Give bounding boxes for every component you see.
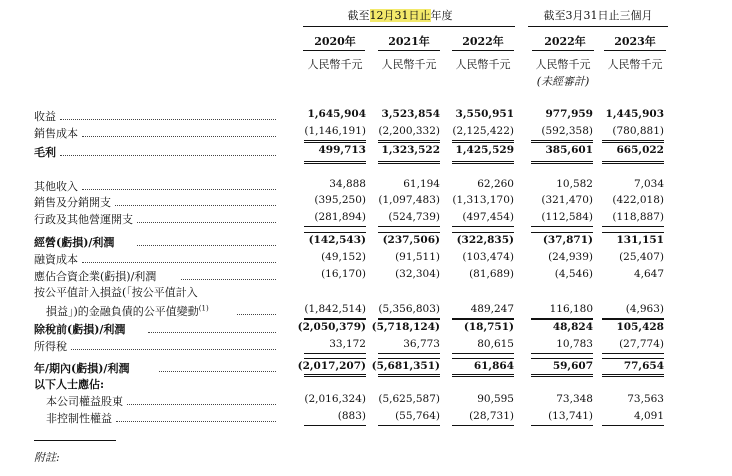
- header-rule-quarter: [528, 26, 668, 27]
- subtotal-rule: [452, 425, 514, 426]
- row-value: (237,506): [382, 234, 440, 246]
- row-value: (91,511): [395, 251, 440, 263]
- row-value: 10,783: [556, 338, 593, 350]
- row-label-text: 毛利: [34, 146, 56, 159]
- row-value: 1,445,903: [605, 108, 664, 120]
- row-value: (497,454): [462, 211, 514, 223]
- row-value: (5,625,587): [378, 393, 440, 405]
- row-value: (81,689): [469, 268, 514, 280]
- row-label-text: 行政及其他營運開支: [34, 213, 133, 226]
- row-label: [46, 410, 112, 426]
- subtotal-rule: [378, 226, 440, 227]
- year-header-1: 2020年: [314, 35, 356, 48]
- header-group-annual-suffix: 年度: [430, 9, 453, 22]
- row-value: 61,194: [403, 178, 440, 190]
- row-value: (395,250): [314, 194, 366, 206]
- total-rule: [378, 374, 440, 375]
- row-label: [34, 268, 156, 284]
- row-label-text: 本公司權益股東: [46, 395, 123, 408]
- subtotal-rule: [378, 140, 440, 141]
- unit-header-5: 人民幣千元: [607, 58, 663, 71]
- subtotal-rule: [304, 142, 366, 143]
- row-label-text: 經營(虧損)/利潤: [34, 236, 115, 249]
- dot-leader: [148, 322, 276, 333]
- row-value: 73,348: [556, 393, 593, 405]
- row-label-line2: [46, 303, 209, 319]
- footnote-divider: [34, 440, 116, 441]
- row-label: [34, 234, 114, 250]
- header-group-annual-prefix: 截至: [347, 9, 370, 22]
- subtotal-rule: [452, 142, 514, 143]
- row-value: (16,170): [321, 268, 366, 280]
- subtotal-rule: [452, 358, 514, 359]
- subtotal-rule: [531, 226, 593, 227]
- row-label: [34, 178, 78, 194]
- total-rule: [531, 376, 593, 377]
- dot-leader: [82, 179, 276, 190]
- row-label-text: 融資成本: [34, 253, 78, 266]
- dot-leader: [237, 304, 276, 315]
- header-group-annual-highlight: 12月31日止: [369, 9, 431, 22]
- row-value: (18,751): [463, 321, 514, 333]
- row-value: (2,016,324): [304, 393, 366, 405]
- row-value: (4,546): [554, 268, 593, 280]
- row-value: 499,713: [318, 144, 366, 156]
- subtotal-rule: [531, 140, 593, 141]
- subtotal-rule: [304, 226, 366, 227]
- unit-header-1: 人民幣千元: [307, 58, 363, 71]
- row-value: 61,864: [473, 360, 514, 372]
- total-rule: [602, 161, 664, 162]
- row-value: (5,356,803): [378, 303, 440, 315]
- row-label-text: 年/期內(虧損)/利潤: [34, 362, 130, 375]
- subtotal-rule: [304, 319, 366, 320]
- subtotal-rule: [378, 319, 440, 320]
- header-rule-annual: [303, 26, 515, 27]
- row-value: (2,200,332): [378, 125, 440, 137]
- row-label: [34, 108, 56, 124]
- total-rule: [304, 163, 366, 164]
- row-value: 80,615: [477, 338, 514, 350]
- row-value: 665,022: [616, 144, 664, 156]
- row-value: (103,474): [462, 251, 514, 263]
- row-label-text: 應佔合資企業(虧損)/利潤: [34, 270, 157, 283]
- row-label-text: 其他收入: [34, 180, 78, 193]
- dot-leader: [115, 195, 276, 206]
- year-rule-3: [452, 50, 514, 51]
- unaudited-note: (未經審計): [536, 75, 590, 88]
- subtotal-rule: [452, 319, 514, 320]
- row-value: (25,407): [619, 251, 664, 263]
- total-rule: [304, 376, 366, 377]
- subtotal-rule: [304, 353, 366, 354]
- subtotal-rule: [304, 425, 366, 426]
- total-rule: [304, 161, 366, 162]
- subtotal-rule: [452, 353, 514, 354]
- row-label-text: 以下人士應佔:: [34, 378, 105, 391]
- row-value: 48,824: [552, 321, 593, 333]
- row-value: 34,888: [329, 178, 366, 190]
- year-header-2: 2021年: [388, 35, 430, 48]
- row-value: 489,247: [470, 303, 514, 315]
- row-value: (1,146,191): [304, 125, 366, 137]
- row-value: (24,939): [548, 251, 593, 263]
- total-rule: [531, 163, 593, 164]
- total-rule: [378, 161, 440, 162]
- row-value: (112,584): [541, 211, 593, 223]
- subtotal-rule: [452, 140, 514, 141]
- row-value: (55,764): [395, 410, 440, 422]
- row-value: 1,645,904: [307, 108, 366, 120]
- row-value: (49,152): [321, 251, 366, 263]
- subtotal-rule: [452, 226, 514, 227]
- subtotal-rule: [602, 142, 664, 143]
- subtotal-rule: [531, 425, 593, 426]
- row-value: 3,523,854: [381, 108, 440, 120]
- row-value: (281,894): [314, 211, 366, 223]
- row-value: (2,050,379): [297, 321, 366, 333]
- subtotal-rule: [531, 142, 593, 143]
- row-value: 10,582: [556, 178, 593, 190]
- row-label-text: 按公平值計入損益(「按公平值計入: [34, 286, 198, 299]
- row-label: [34, 125, 78, 141]
- subtotal-rule: [304, 140, 366, 141]
- row-value: 105,428: [616, 321, 664, 333]
- dot-leader: [137, 235, 276, 246]
- subtotal-rule: [531, 319, 593, 320]
- row-value: (1,097,483): [378, 194, 440, 206]
- total-rule: [304, 374, 366, 375]
- dot-leader: [127, 394, 276, 405]
- row-label-text: 銷售及分銷開支: [34, 196, 111, 209]
- year-header-3: 2022年: [462, 35, 504, 48]
- subtotal-rule: [531, 353, 593, 354]
- row-value: (28,731): [469, 410, 514, 422]
- subtotal-rule: [602, 319, 664, 320]
- row-value: 7,034: [633, 178, 664, 190]
- row-value: (5,718,124): [371, 321, 440, 333]
- subtotal-rule: [452, 232, 514, 233]
- total-rule: [452, 163, 514, 164]
- row-value: (2,125,422): [452, 125, 514, 137]
- subtotal-rule: [378, 353, 440, 354]
- total-rule: [378, 163, 440, 164]
- dot-leader: [60, 109, 276, 120]
- row-label-text: 銷售成本: [34, 127, 78, 140]
- row-value: 4,091: [633, 410, 664, 422]
- subtotal-rule: [378, 232, 440, 233]
- row-label: [34, 251, 78, 267]
- subtotal-rule: [378, 142, 440, 143]
- subtotal-rule: [602, 425, 664, 426]
- dot-leader: [137, 212, 276, 223]
- row-value: 3,550,951: [455, 108, 514, 120]
- row-label-text: 所得稅: [34, 340, 67, 353]
- subtotal-rule: [304, 358, 366, 359]
- subtotal-rule: [531, 358, 593, 359]
- row-label: [46, 393, 123, 409]
- row-label: [34, 194, 111, 210]
- row-value: 62,260: [477, 178, 514, 190]
- dot-leader: [82, 126, 276, 137]
- row-value: (322,835): [456, 234, 514, 246]
- row-value: (592,358): [541, 125, 593, 137]
- row-value: (883): [337, 410, 366, 422]
- subtotal-rule: [602, 358, 664, 359]
- total-rule: [452, 161, 514, 162]
- subtotal-rule: [378, 425, 440, 426]
- row-value: 36,773: [403, 338, 440, 350]
- row-value: 1,425,529: [455, 144, 514, 156]
- dot-leader: [71, 339, 276, 350]
- row-value: (32,304): [395, 268, 440, 280]
- subtotal-rule: [531, 232, 593, 233]
- row-value: 131,151: [616, 234, 664, 246]
- subtotal-rule: [602, 226, 664, 227]
- dot-leader: [82, 252, 276, 263]
- row-label: [34, 376, 104, 392]
- row-value: (524,739): [388, 211, 440, 223]
- row-value: (142,543): [308, 234, 366, 246]
- row-label: [34, 360, 129, 376]
- unit-header-2: 人民幣千元: [381, 58, 437, 71]
- year-rule-2: [378, 50, 440, 51]
- row-value: (13,741): [548, 410, 593, 422]
- row-value: 1,323,522: [381, 144, 440, 156]
- row-value: (2,017,207): [297, 360, 366, 372]
- row-value: 33,172: [329, 338, 366, 350]
- subtotal-rule: [602, 140, 664, 141]
- total-rule: [452, 376, 514, 377]
- dot-leader: [116, 411, 276, 422]
- year-rule-1: [303, 50, 365, 51]
- year-rule-5: [604, 50, 666, 51]
- total-rule: [602, 376, 664, 377]
- row-value: 77,654: [623, 360, 664, 372]
- total-rule: [378, 376, 440, 377]
- total-rule: [452, 374, 514, 375]
- total-rule: [602, 374, 664, 375]
- row-value: 90,595: [477, 393, 514, 405]
- row-value: 73,563: [627, 393, 664, 405]
- row-label: [34, 284, 198, 300]
- dot-leader: [159, 361, 276, 372]
- row-value: 385,601: [545, 144, 593, 156]
- row-value: (321,470): [541, 194, 593, 206]
- row-label: [34, 338, 67, 354]
- row-label-text: 收益: [34, 110, 56, 123]
- row-value: (4,963): [625, 303, 664, 315]
- row-value: 4,647: [633, 268, 664, 280]
- dot-leader: [181, 269, 276, 280]
- row-label: [34, 144, 56, 160]
- row-value: (1,313,170): [452, 194, 514, 206]
- row-label: [34, 321, 125, 337]
- row-value: (422,018): [612, 194, 664, 206]
- header-group-quarter: 截至3月31日止三個月: [543, 9, 653, 22]
- row-value: 977,959: [545, 108, 593, 120]
- subtotal-rule: [602, 353, 664, 354]
- subtotal-rule: [378, 358, 440, 359]
- subtotal-rule: [602, 232, 664, 233]
- row-value: (118,887): [612, 211, 664, 223]
- year-header-5: 2023年: [614, 35, 656, 48]
- total-rule: [531, 161, 593, 162]
- row-label: [34, 211, 133, 227]
- row-value: (37,871): [542, 234, 593, 246]
- row-label-line2-text: 損益」)的金融負債的公平值變動: [46, 305, 199, 318]
- total-rule: [602, 163, 664, 164]
- row-value: (1,842,514): [304, 303, 366, 315]
- dot-leader: [60, 145, 276, 156]
- row-value: 59,607: [552, 360, 593, 372]
- row-value: 116,180: [549, 303, 593, 315]
- row-value: (27,774): [619, 338, 664, 350]
- year-header-4: 2022年: [544, 35, 586, 48]
- header-group-annual: [318, 7, 482, 23]
- total-rule: [531, 374, 593, 375]
- row-label-text: 非控制性權益: [46, 412, 112, 425]
- footnote-ref: (1): [198, 304, 209, 313]
- row-value: (780,881): [612, 125, 664, 137]
- unit-header-3: 人民幣千元: [455, 58, 511, 71]
- subtotal-rule: [304, 232, 366, 233]
- row-value: (5,681,351): [371, 360, 440, 372]
- unit-header-4: 人民幣千元: [535, 58, 591, 71]
- row-label-text: 除稅前(虧損)/利潤: [34, 323, 126, 336]
- footnote-label: 附註:: [34, 451, 60, 464]
- year-rule-4: [532, 50, 594, 51]
